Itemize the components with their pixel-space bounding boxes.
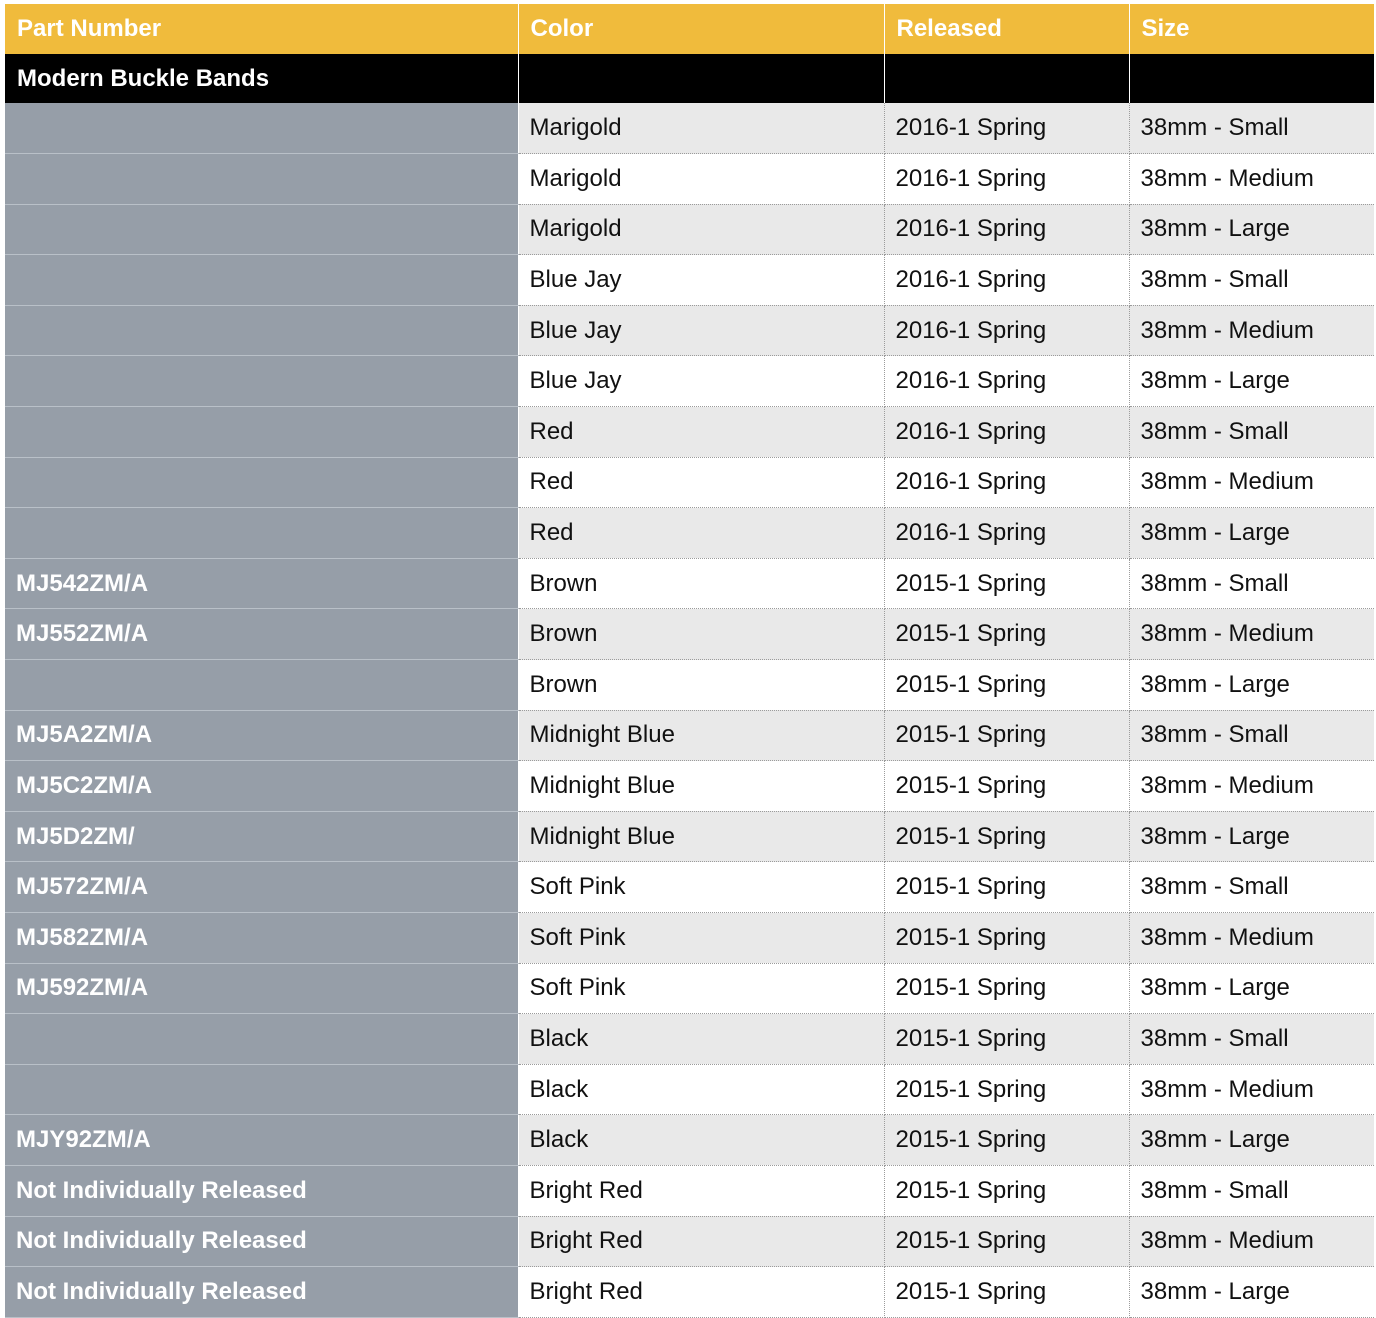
- color-cell: Bright Red: [518, 1267, 884, 1318]
- released-cell: 2015-1 Spring: [884, 1267, 1129, 1318]
- released-cell: 2015-1 Spring: [884, 913, 1129, 964]
- released-cell: 2016-1 Spring: [884, 508, 1129, 559]
- color-cell: Black: [518, 1064, 884, 1115]
- color-cell: Brown: [518, 558, 884, 609]
- color-cell: Red: [518, 508, 884, 559]
- header-color: Color: [518, 4, 884, 54]
- section-row: [5, 54, 1374, 103]
- color-cell: Blue Jay: [518, 356, 884, 407]
- size-cell: 38mm - Medium: [1129, 1216, 1374, 1267]
- part-number-cell: MJY92ZM/A: [5, 1115, 518, 1166]
- part-number-cell: [5, 103, 518, 154]
- table-row: [5, 609, 1374, 660]
- table-header: [5, 4, 1374, 54]
- released-cell: 2015-1 Spring: [884, 862, 1129, 913]
- released-cell: 2015-1 Spring: [884, 609, 1129, 660]
- size-cell: 38mm - Medium: [1129, 761, 1374, 812]
- color-cell: Bright Red: [518, 1165, 884, 1216]
- released-cell: 2015-1 Spring: [884, 811, 1129, 862]
- size-cell: 38mm - Large: [1129, 963, 1374, 1014]
- table-row: [5, 963, 1374, 1014]
- table-row: [5, 255, 1374, 306]
- size-cell: 38mm - Large: [1129, 660, 1374, 711]
- size-cell: 38mm - Large: [1129, 1115, 1374, 1166]
- section-title: Modern Buckle Bands: [5, 54, 518, 103]
- table-row: [5, 356, 1374, 407]
- size-cell: 38mm - Small: [1129, 862, 1374, 913]
- part-number-cell: Not Individually Released: [5, 1165, 518, 1216]
- band-table: [5, 4, 1374, 1318]
- header-released: Released: [884, 4, 1129, 54]
- header-part-number: Part Number: [5, 4, 518, 54]
- part-number-cell: MJ542ZM/A: [5, 558, 518, 609]
- size-cell: 38mm - Large: [1129, 356, 1374, 407]
- part-number-cell: [5, 204, 518, 255]
- part-number-cell: MJ5A2ZM/A: [5, 710, 518, 761]
- part-number-cell: [5, 660, 518, 711]
- released-cell: 2016-1 Spring: [884, 407, 1129, 458]
- table-row: [5, 305, 1374, 356]
- released-cell: 2016-1 Spring: [884, 204, 1129, 255]
- part-number-cell: [5, 1014, 518, 1065]
- table-row: [5, 1267, 1374, 1318]
- part-number-cell: MJ582ZM/A: [5, 913, 518, 964]
- part-number-cell: [5, 305, 518, 356]
- size-cell: 38mm - Small: [1129, 1014, 1374, 1065]
- color-cell: Soft Pink: [518, 913, 884, 964]
- color-cell: Red: [518, 457, 884, 508]
- released-cell: 2015-1 Spring: [884, 1064, 1129, 1115]
- part-number-cell: Not Individually Released: [5, 1216, 518, 1267]
- table-row: [5, 710, 1374, 761]
- released-cell: 2015-1 Spring: [884, 660, 1129, 711]
- color-cell: Black: [518, 1115, 884, 1166]
- part-number-cell: MJ5D2ZM/: [5, 811, 518, 862]
- table-row: [5, 1165, 1374, 1216]
- table-row: [5, 862, 1374, 913]
- color-cell: Blue Jay: [518, 305, 884, 356]
- table-row: [5, 913, 1374, 964]
- header-size: Size: [1129, 4, 1374, 54]
- part-number-cell: [5, 154, 518, 205]
- section-empty-cell: [1129, 54, 1374, 103]
- released-cell: 2016-1 Spring: [884, 255, 1129, 306]
- table-row: [5, 1216, 1374, 1267]
- size-cell: 38mm - Medium: [1129, 154, 1374, 205]
- section-empty-cell: [518, 54, 884, 103]
- size-cell: 38mm - Large: [1129, 811, 1374, 862]
- size-cell: 38mm - Small: [1129, 710, 1374, 761]
- color-cell: Marigold: [518, 103, 884, 154]
- part-number-cell: MJ5C2ZM/A: [5, 761, 518, 812]
- size-cell: 38mm - Large: [1129, 204, 1374, 255]
- header-row: [5, 4, 1374, 54]
- size-cell: 38mm - Medium: [1129, 609, 1374, 660]
- color-cell: Blue Jay: [518, 255, 884, 306]
- size-cell: 38mm - Small: [1129, 255, 1374, 306]
- table-row: [5, 660, 1374, 711]
- part-number-cell: [5, 1064, 518, 1115]
- released-cell: 2016-1 Spring: [884, 103, 1129, 154]
- released-cell: 2016-1 Spring: [884, 305, 1129, 356]
- size-cell: 38mm - Large: [1129, 508, 1374, 559]
- color-cell: Brown: [518, 609, 884, 660]
- released-cell: 2016-1 Spring: [884, 154, 1129, 205]
- color-cell: Midnight Blue: [518, 761, 884, 812]
- section-empty-cell: [884, 54, 1129, 103]
- part-number-cell: MJ572ZM/A: [5, 862, 518, 913]
- table-row: [5, 558, 1374, 609]
- part-number-cell: MJ552ZM/A: [5, 609, 518, 660]
- released-cell: 2015-1 Spring: [884, 1115, 1129, 1166]
- part-number-cell: MJ592ZM/A: [5, 963, 518, 1014]
- table-row: [5, 154, 1374, 205]
- table-row: [5, 1115, 1374, 1166]
- released-cell: 2015-1 Spring: [884, 1165, 1129, 1216]
- color-cell: Marigold: [518, 154, 884, 205]
- size-cell: 38mm - Small: [1129, 1165, 1374, 1216]
- size-cell: 38mm - Medium: [1129, 305, 1374, 356]
- released-cell: 2015-1 Spring: [884, 761, 1129, 812]
- color-cell: Soft Pink: [518, 862, 884, 913]
- size-cell: 38mm - Medium: [1129, 913, 1374, 964]
- size-cell: 38mm - Small: [1129, 558, 1374, 609]
- color-cell: Soft Pink: [518, 963, 884, 1014]
- table-row: [5, 811, 1374, 862]
- part-number-cell: Not Individually Released: [5, 1267, 518, 1318]
- color-cell: Black: [518, 1014, 884, 1065]
- part-number-cell: [5, 508, 518, 559]
- released-cell: 2015-1 Spring: [884, 558, 1129, 609]
- released-cell: 2016-1 Spring: [884, 356, 1129, 407]
- color-cell: Brown: [518, 660, 884, 711]
- part-number-cell: [5, 457, 518, 508]
- table-body: [5, 54, 1374, 1317]
- color-cell: Bright Red: [518, 1216, 884, 1267]
- table-row: [5, 457, 1374, 508]
- color-cell: Midnight Blue: [518, 710, 884, 761]
- color-cell: Marigold: [518, 204, 884, 255]
- band-table-container: [5, 4, 1374, 1318]
- table-row: [5, 407, 1374, 458]
- color-cell: Red: [518, 407, 884, 458]
- table-row: [5, 1064, 1374, 1115]
- size-cell: 38mm - Small: [1129, 103, 1374, 154]
- part-number-cell: [5, 407, 518, 458]
- size-cell: 38mm - Medium: [1129, 1064, 1374, 1115]
- released-cell: 2015-1 Spring: [884, 1014, 1129, 1065]
- released-cell: 2016-1 Spring: [884, 457, 1129, 508]
- table-row: [5, 204, 1374, 255]
- size-cell: 38mm - Large: [1129, 1267, 1374, 1318]
- table-row: [5, 103, 1374, 154]
- table-row: [5, 1014, 1374, 1065]
- size-cell: 38mm - Medium: [1129, 457, 1374, 508]
- color-cell: Midnight Blue: [518, 811, 884, 862]
- part-number-cell: [5, 255, 518, 306]
- released-cell: 2015-1 Spring: [884, 710, 1129, 761]
- size-cell: 38mm - Small: [1129, 407, 1374, 458]
- released-cell: 2015-1 Spring: [884, 963, 1129, 1014]
- table-row: [5, 761, 1374, 812]
- table-row: [5, 508, 1374, 559]
- released-cell: 2015-1 Spring: [884, 1216, 1129, 1267]
- part-number-cell: [5, 356, 518, 407]
